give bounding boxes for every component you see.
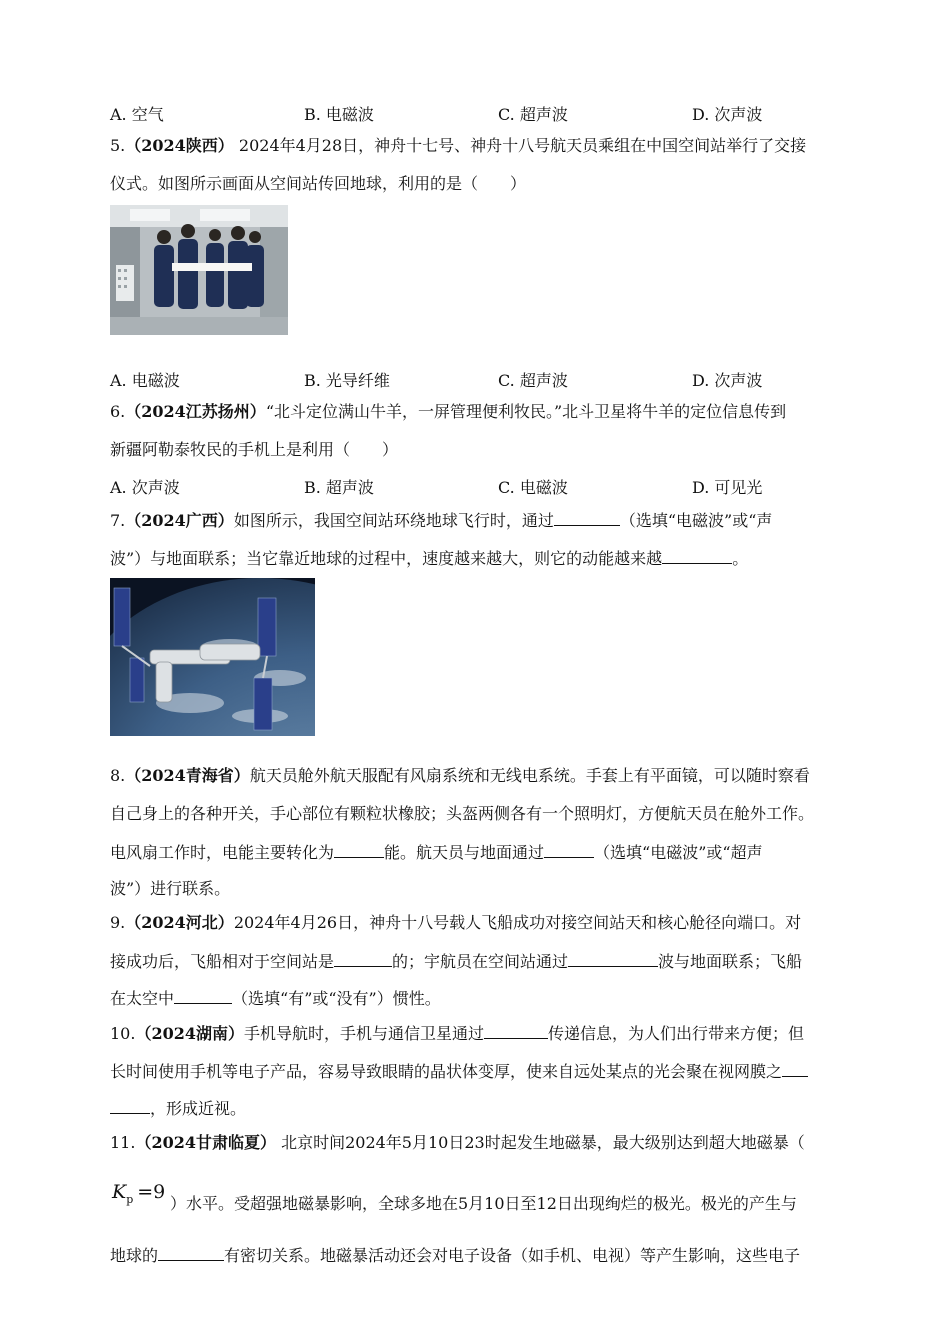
q7-line-1: [110, 510, 772, 531]
q5-source-tag: （2024陕西）: [125, 136, 234, 155]
q5-text-1: 2024年4月28日，神舟十七号、神舟十八号航天员乘组在中国空间站举行了交接: [233, 136, 807, 155]
q4-option-a[interactable]: A. 空气: [110, 105, 164, 124]
q10-text-2: 长时间使用手机等电子产品，容易导致眼睛的晶状体变厚，使来自远处某点的光会聚在视网膜之: [110, 1062, 783, 1081]
q4-option-c[interactable]: C. 超声波: [498, 105, 568, 124]
q5-option-a[interactable]: A. 电磁波: [110, 371, 180, 390]
q8-line-1: [110, 766, 810, 786]
q6-line-2: 新疆阿勒泰牧民的手机上是利用（ ）: [110, 440, 399, 459]
q9-answer-blank-3[interactable]: [174, 988, 232, 1004]
kp-formula: [112, 1181, 165, 1206]
q7-text-2a: 波”）与地面联系；当它靠近地球的过程中，速度越来越大，则它的动能越来越: [110, 549, 663, 568]
q10-source-tag: （2024湖南）: [135, 1024, 244, 1043]
q6-line-1: [110, 402, 786, 422]
q7-answer-blank-2[interactable]: [662, 548, 732, 564]
q9-text-2c: 波与地面联系；飞船: [658, 952, 803, 971]
q9-text-2b: 的；宇航员在空间站通过: [392, 952, 569, 971]
q7-number: 7.: [110, 511, 126, 530]
q8-line-4: 波”）进行联系。: [110, 879, 231, 898]
q9-text-3a: 在太空中: [110, 989, 175, 1008]
q10-text-1b: 传递信息，为人们出行带来方便；但: [548, 1024, 805, 1043]
q9-line-2: [110, 951, 802, 972]
q6-option-b[interactable]: B. 超声波: [304, 478, 374, 497]
q6-number: 6.: [110, 402, 126, 421]
q5-number: 5.: [110, 136, 126, 155]
kp-equals-value: =9: [137, 1181, 166, 1203]
q5-line-1: [110, 136, 806, 156]
q10-text-3: ，形成近视。: [150, 1099, 247, 1118]
q7-text-1b: （选填“电磁波”或“声: [619, 511, 773, 530]
q11-source-tag: （2024甘肃临夏）: [135, 1133, 276, 1152]
q8-line-2: 自己身上的各种开关，手心部位有颗粒状橡胶；头盔两侧各有一个照明灯，方便航天员在舱外工作。: [110, 804, 815, 823]
q10-text-1a: 手机导航时，手机与通信卫星通过: [244, 1024, 485, 1043]
q11-text-3a: 地球的: [110, 1246, 159, 1265]
q10-answer-blank-2b[interactable]: [110, 1098, 150, 1114]
q9-answer-blank-2[interactable]: [568, 951, 658, 967]
q6-option-c[interactable]: C. 电磁波: [498, 478, 568, 497]
q9-text-1: 2024年4月26日，神舟十八号载人飞船成功对接空间站天和核心舱径向端口。对: [233, 913, 802, 932]
q7-text-2b: 。: [732, 549, 749, 568]
q8-text-3c: （选填“电磁波”或“超声: [594, 843, 763, 862]
q6-options: [110, 475, 890, 497]
space-station-crew-photo: [110, 205, 288, 335]
q10-line-2: [110, 1061, 808, 1082]
q8-source-tag: （2024青海省）: [125, 766, 250, 785]
q4-options: [110, 102, 890, 124]
q5-option-d[interactable]: D. 次声波: [692, 371, 763, 390]
q6-source-tag: （2024江苏扬州）: [125, 402, 266, 421]
q8-number: 8.: [110, 766, 126, 785]
q11-text-3b: 有密切关系。地磁暴活动还会对电子设备（如手机、电视）等产生影响，这些电子: [224, 1246, 801, 1265]
q6-option-d[interactable]: D. 可见光: [692, 478, 763, 497]
q9-answer-blank-1[interactable]: [334, 951, 392, 967]
q10-answer-blank-2a[interactable]: [782, 1061, 808, 1077]
q9-line-1: [110, 913, 801, 933]
space-station-earth-photo: [110, 578, 315, 736]
q6-option-a[interactable]: A. 次声波: [110, 478, 180, 497]
q10-line-1: [110, 1023, 804, 1044]
q9-text-3b: （选填“有”或“没有”）惯性。: [232, 989, 441, 1008]
q6-text-1: “北斗定位满山牛羊，一屏管理便利牧民。”北斗卫星将牛羊的定位信息传到: [265, 402, 787, 421]
q9-text-2a: 接成功后，飞船相对于空间站是: [110, 952, 335, 971]
q5-option-c[interactable]: C. 超声波: [498, 371, 568, 390]
q11-line-3: [110, 1245, 800, 1266]
q11-answer-blank-1[interactable]: [158, 1245, 224, 1261]
q7-answer-blank-1[interactable]: [554, 510, 620, 526]
q9-number: 9.: [110, 913, 126, 932]
q11-number: 11.: [110, 1133, 136, 1152]
q7-source-tag: （2024广西）: [125, 511, 234, 530]
q8-text-3b: 能。航天员与地面通过: [384, 843, 545, 862]
q5-option-b[interactable]: B. 光导纤维: [304, 371, 390, 390]
q10-line-3: [110, 1098, 246, 1119]
q8-answer-blank-1[interactable]: [334, 842, 384, 858]
kp-subscript: p: [126, 1192, 134, 1206]
q9-line-3: [110, 988, 441, 1009]
q8-text-1: 航天员舱外航天服配有风扇系统和无线电系统。手套上有平面镜，可以随时察看: [249, 766, 810, 785]
q10-answer-blank-1[interactable]: [484, 1023, 548, 1039]
q11-line-1: [110, 1133, 805, 1153]
q11-line-2: ）水平。受超强地磁暴影响，全球多地在5月10日至12日出现绚烂的极光。极光的产生与: [170, 1194, 797, 1213]
q10-number: 10.: [110, 1024, 136, 1043]
kp-variable: K: [112, 1181, 127, 1203]
q7-line-2: [110, 548, 748, 569]
q4-option-b[interactable]: B. 电磁波: [304, 105, 374, 124]
q8-line-3: [110, 842, 763, 863]
q7-text-1a: 如图所示，我国空间站环绕地球飞行时，通过: [233, 511, 554, 530]
q11-text-1: 北京时间2024年5月10日23时起发生地磁暴，最大级别达到超大地磁暴（: [276, 1133, 805, 1152]
q4-option-d[interactable]: D. 次声波: [692, 105, 763, 124]
q9-source-tag: （2024河北）: [125, 913, 234, 932]
q5-line-2: 仪式。如图所示画面从空间站传回地球，利用的是（ ）: [110, 174, 527, 193]
q8-answer-blank-2[interactable]: [544, 842, 594, 858]
q8-text-3a: 电风扇工作时，电能主要转化为: [110, 843, 335, 862]
q5-options: [110, 368, 890, 390]
